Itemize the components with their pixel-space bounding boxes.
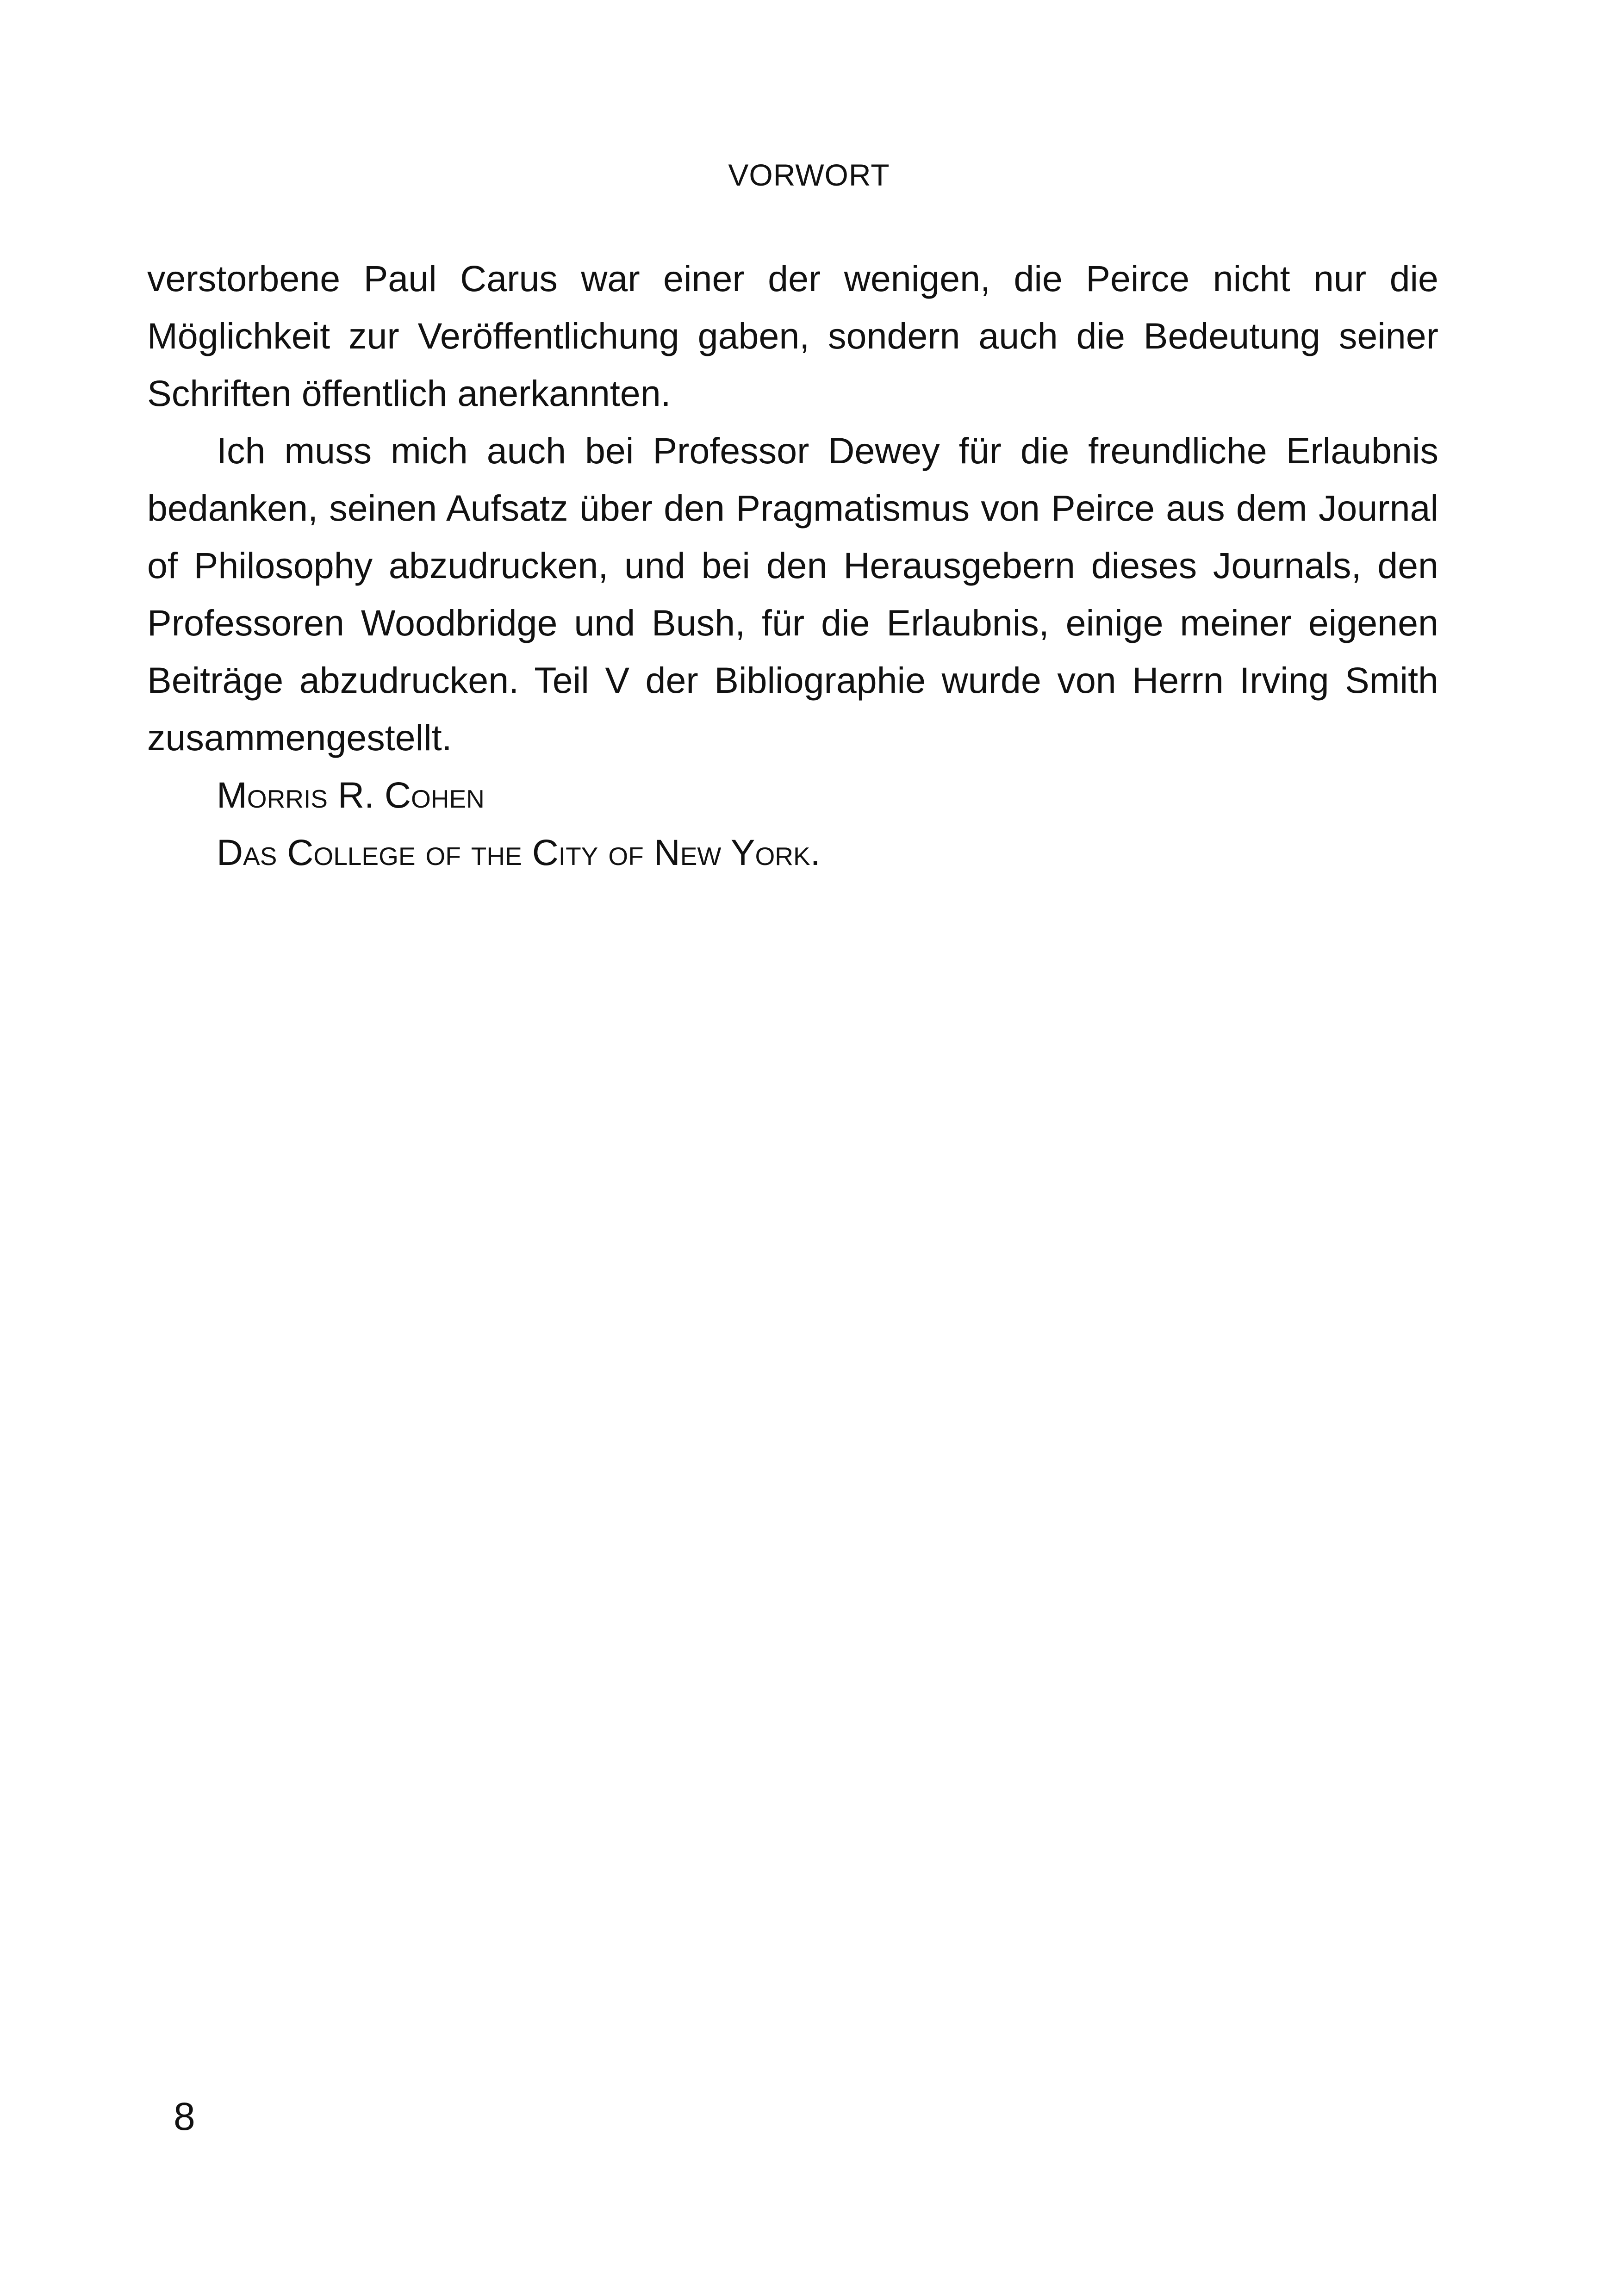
signature-name: Morris R. Cohen: [217, 774, 485, 815]
signature-place: Das College of the City of New York.: [217, 832, 821, 873]
page-number: 8: [174, 2095, 195, 2138]
paragraph-acknowledgements: Ich muss mich auch bei Professor Dewey für die freundliche Erlaubnis bedanken, seinen Aufsatz über den Pragmatismus von Peirce aus dem Journal of Philosophy abzudrucken, und bei den Herausgebern dieses Journals, den Professoren Woodbridge und Bush, für die Erlaubnis, einige meiner eigenen Beiträge abzudrucken. Teil V der Bibliographie wurde von Herrn Irving Smith zusammengestellt.: [147, 430, 1438, 758]
body-text: [147, 250, 1438, 881]
running-title: VORWORT: [728, 158, 890, 192]
paragraph-continued: verstorbene Paul Carus war einer der wenigen, die Peirce nicht nur die Möglichkeit zur Veröffentlichung gaben, sondern auch die Bedeutung seiner Schriften öffentlich anerkannten.: [147, 258, 1438, 414]
